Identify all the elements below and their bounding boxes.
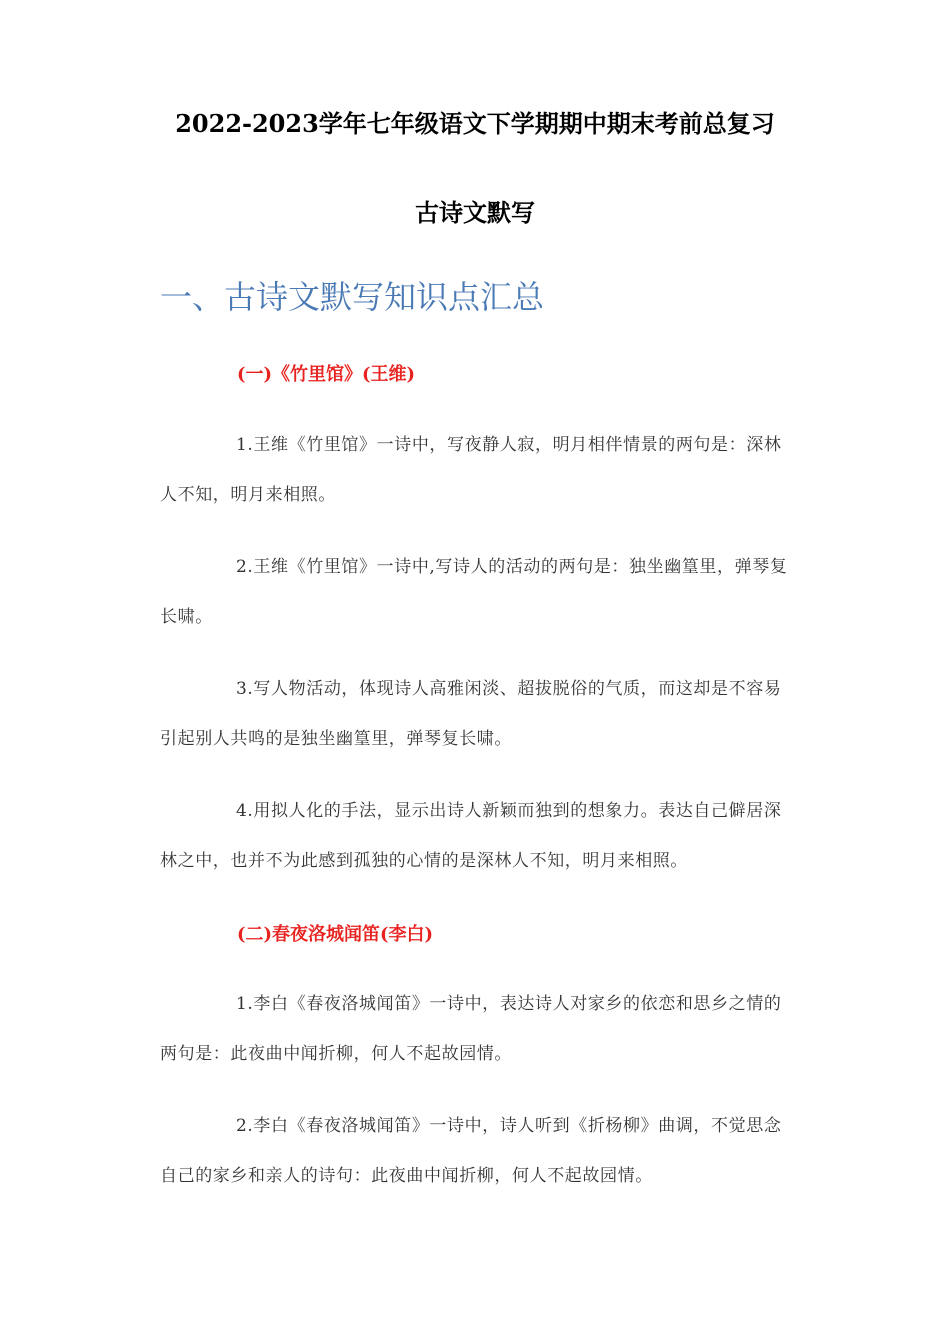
question-item: 2.李白《春夜洛城闻笛》一诗中，诗人听到《折杨柳》曲调，不觉思念自己的家乡和亲人的诗句：此夜曲中闻折柳，何人不起故园情。 — [160, 1116, 782, 1186]
question-item: 1.王维《竹里馆》一诗中，写夜静人寂，明月相伴情景的两句是：深林人不知，明月来相照。 — [160, 435, 782, 505]
question-item: 4.用拟人化的手法，显示出诗人新颖而独到的想象力。表达自己僻居深林之中，也并不为此感到孤独的心情的是深林人不知，明月来相照。 — [160, 801, 782, 871]
section-heading: 一、古诗文默写知识点汇总 — [160, 278, 545, 316]
question-item: 2.王维《竹里馆》一诗中,写诗人的活动的两句是：独坐幽篁里，弹琴复长啸。 — [160, 557, 788, 627]
subsection-heading: (一)《竹里馆》(王维) — [237, 364, 416, 385]
document-subtitle: 古诗文默写 — [415, 198, 535, 227]
subsection-heading: (二)春夜洛城闻笛(李白) — [237, 924, 434, 945]
document-title: 2022-2023学年七年级语文下学期期中期末考前总复习 — [175, 109, 775, 138]
question-item: 3.写人物活动，体现诗人高雅闲淡、超拔脱俗的气质，而这却是不容易引起别人共鸣的是独坐幽篁里，弹琴复长啸。 — [160, 679, 782, 749]
question-item: 1.李白《春夜洛城闻笛》一诗中，表达诗人对家乡的依恋和思乡之情的两句是：此夜曲中闻折柳，何人不起故园情。 — [160, 994, 782, 1064]
